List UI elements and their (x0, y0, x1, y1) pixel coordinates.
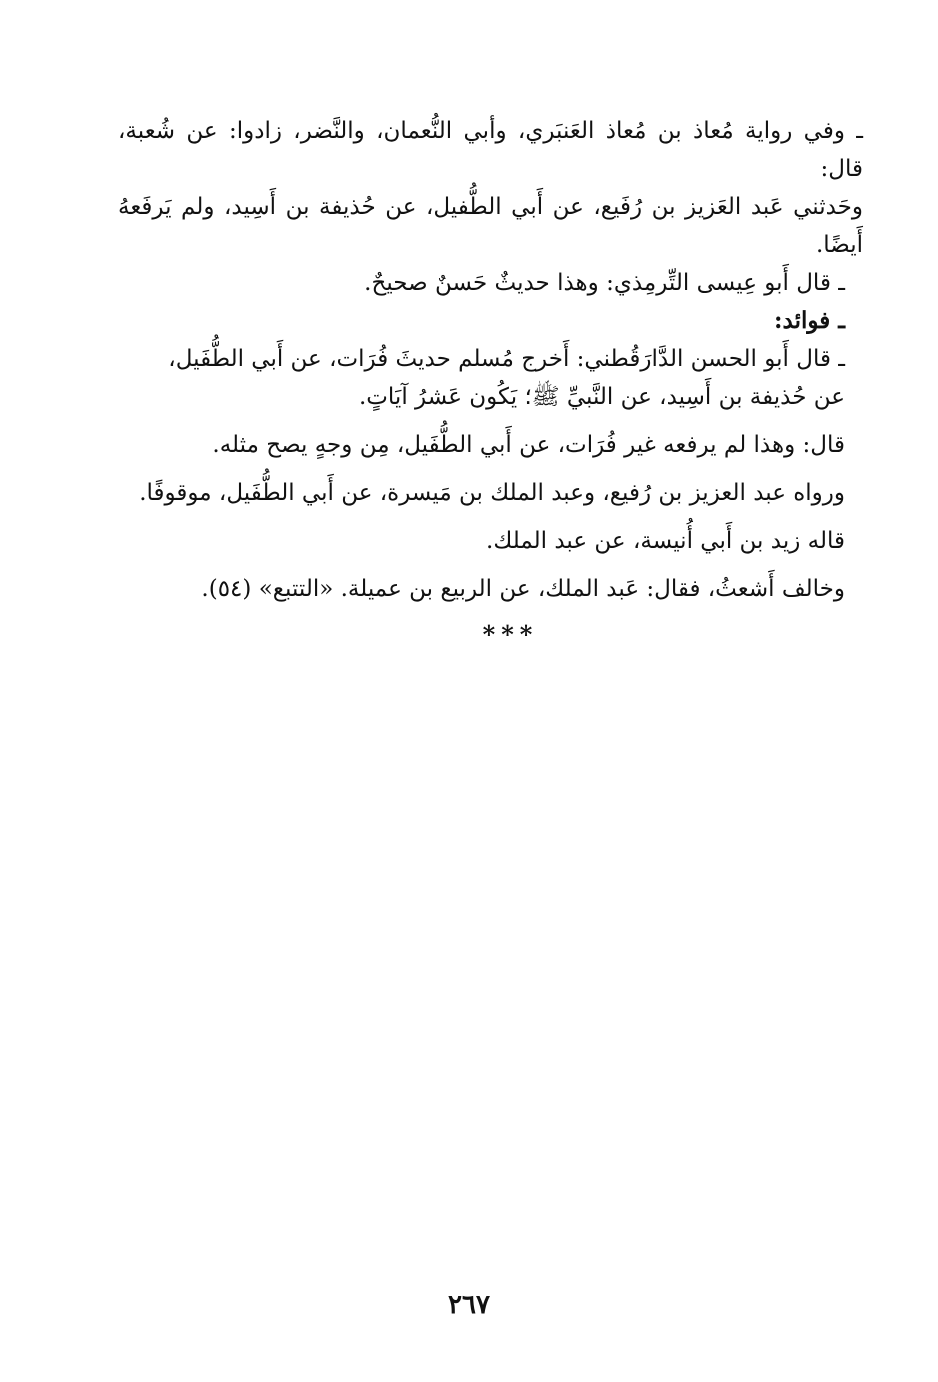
text-line: وحَدثني عَبد العَزيز بن رُفَيع، عن أَبي الطُّفيل، عن حُذيفة بن أَسِيد، ولم يَرفَعهُ أَيضًا. (118, 194, 863, 258)
main-text (118, 112, 863, 654)
paragraph-narration-variant (118, 112, 863, 264)
text-line: ـ فوائد: (774, 307, 845, 334)
text-line: قاله زيد بن أَبي أُنيسة، عن عبد الملك. (486, 528, 845, 554)
paragraph-tirmidhi-verdict (118, 264, 863, 302)
text-line: ـ قال أَبو الحسن الدَّارَقُطني: أَخرج مُسلم حديثَ فُرَات، عن أَبي الطُّفَيل، (168, 346, 845, 372)
text-line: ـ قال أَبو عِيسى التِّرمِذي: وهذا حديثٌ حَسنٌ صحيحٌ. (364, 270, 845, 296)
paragraph-qalahu (118, 522, 863, 560)
paragraph-qala (118, 426, 863, 464)
paragraph-riwayah (118, 474, 863, 512)
text-line: ـ وفي رواية مُعاذ بن مُعاذ العَنبَري، وأبي النُّعمان، والنَّضر، زادوا: عن شُعبة، قال: (118, 118, 863, 182)
paragraph-daraqutni (118, 340, 863, 416)
paragraph-khalafa (118, 570, 863, 608)
text-line: وخالف أَشعثُ، فقال: عَبد الملك، عن الربيع بن عميلة. «التتبع» (٥٤). (201, 576, 845, 602)
text-line: قال: وهذا لم يرفعه غير فُرَات، عن أَبي الطُّفَيل، مِن وجهٍ يصح مثله. (212, 432, 845, 458)
page-number: ٢٦٧ (448, 1290, 490, 1320)
text-line: عن حُذيفة بن أَسِيد، عن النَّبيِّ ﷺ؛ يَكُون عَشرُ آيَاتٍ. (358, 384, 845, 410)
section-separator: *** (482, 620, 539, 649)
section-heading-fawaid (118, 302, 863, 340)
text-line: ورواه عبد العزيز بن رُفيع، وعبد الملك بن مَيسرة، عن أَبي الطُّفَيل، موقوفًا. (139, 480, 845, 506)
